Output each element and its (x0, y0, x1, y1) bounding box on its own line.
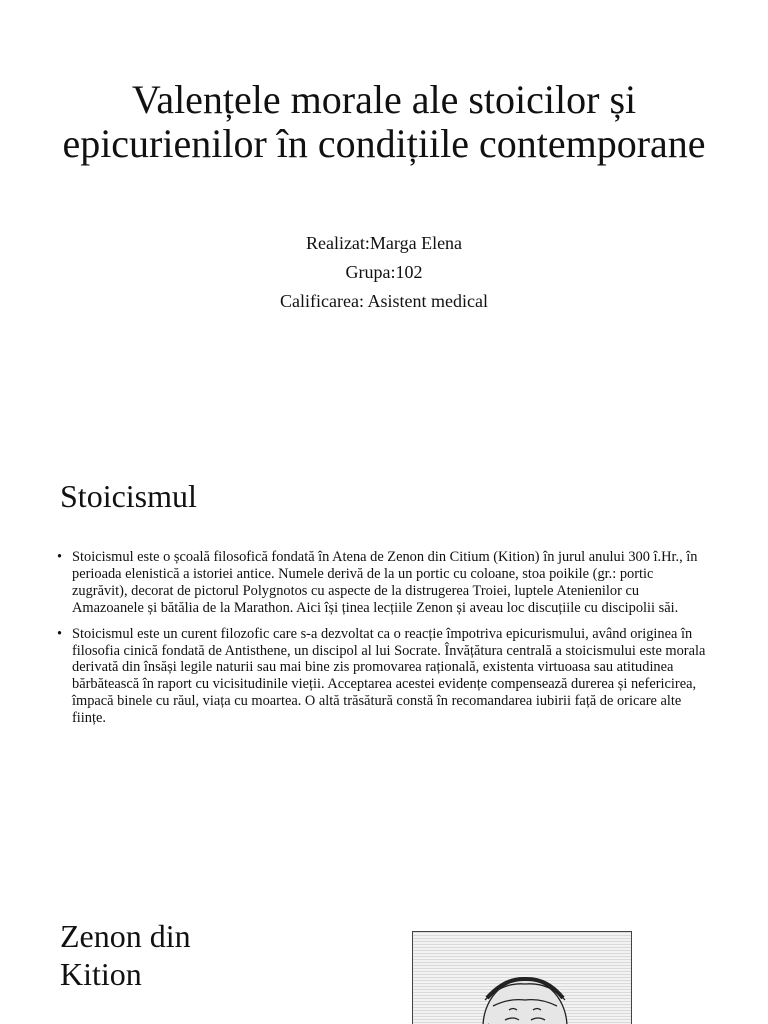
portrait-image-icon (412, 931, 632, 1024)
bullet-text: Stoicismul este o școală filosofică fondată în Atena de Zenon din Citium (Kition) în jurul anului 300 î.Hr., în perioada elenistică a istoriei antice. Numele derivă de la un portic cu coloane, stoa poikile (gr.: portic zugrăvit), decorat de pictorul Polygnotos cu aspecte de la distrugerea Troiei, luptele Atenienilor cu Amazoanele și bătălia de la Marathon. Aici își ținea lecțiile Zenon și aveau loc discuțiile cu discipolii săi. (72, 549, 698, 616)
list-item (57, 549, 707, 617)
group-line: Grupa:102 (345, 262, 423, 282)
portrait-engraving-icon (413, 932, 631, 1024)
bullet-icon: • (57, 625, 63, 642)
zenon-slide (0, 885, 768, 1024)
qualification-line: Calificarea: Asistent medical (280, 291, 488, 311)
section-heading (60, 917, 260, 993)
section-heading: Stoicismul (60, 478, 197, 514)
stoicism-slide (0, 445, 768, 885)
author-line: Realizat:Marga Elena (305, 233, 463, 253)
subtitle-block (60, 229, 708, 316)
list-item (57, 626, 707, 727)
bullet-text: Stoicismul este un curent filozofic care s-a dezvoltat ca o reacție împotriva epicurismului, având originea în filosofia cinică fondată de Antisthene, un discipol al lui Socrate. Învățătura centrală a stoicismului este morala derivată din însăși legile naturii sau mai bine zis promovarea rațională, existenta virtuoasa sau atitudinea bărbătească în raport cu vicisitudinile vieții. Acceptarea acestei evidențe compensează durerea și nefericirea, împacă binele cu răul, viața cu moartea. O altă trăsătură constă în recomandarea iubirii față de oricare alte ființe. (72, 625, 706, 727)
presentation-title: Valențele morale ale stoicilor și epicurienilor în condițiile contemporane (62, 77, 706, 166)
heading-line: Kition (60, 956, 142, 992)
title-slide (0, 0, 768, 445)
bullet-list (57, 549, 707, 736)
heading-line: Zenon din (60, 918, 191, 954)
bullet-icon: • (57, 549, 63, 565)
